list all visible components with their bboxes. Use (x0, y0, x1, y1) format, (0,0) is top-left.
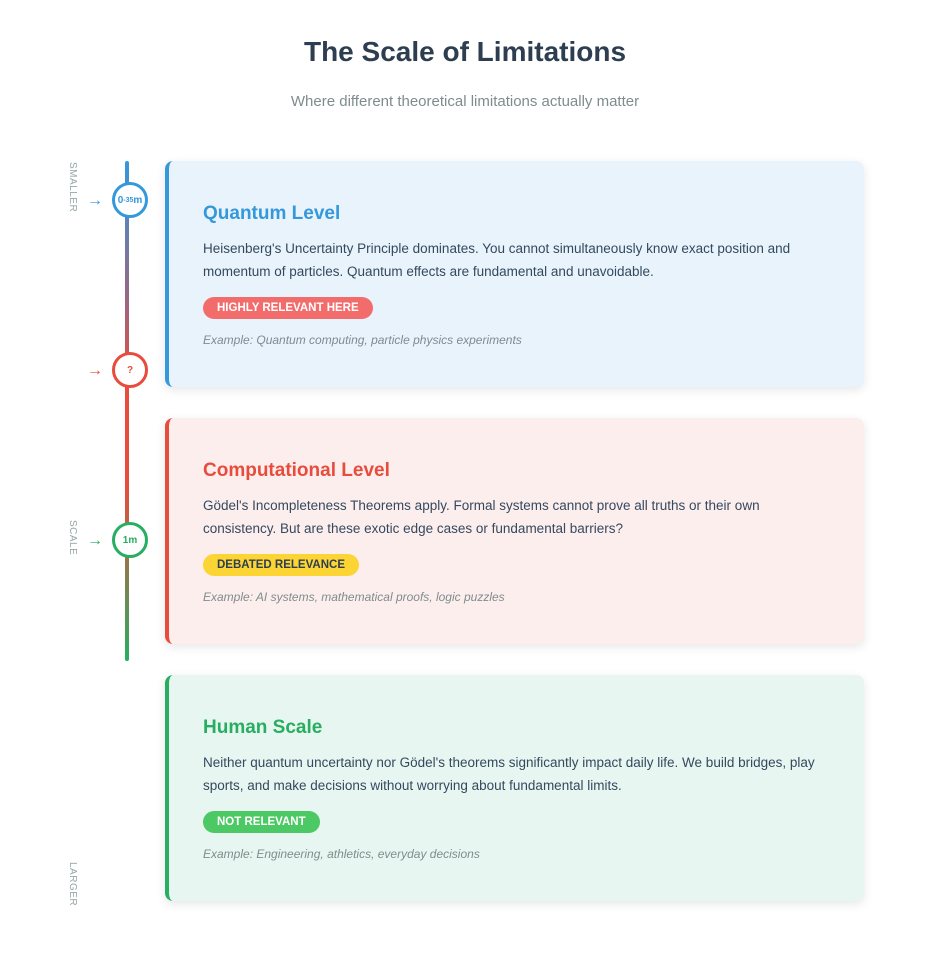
card-example: Example: Engineering, athletics, everyday decisions (203, 847, 480, 861)
marker-arrow-computational: → (87, 362, 103, 379)
card-title: Human Scale (203, 717, 323, 738)
axis-label-smaller: SMALLER (67, 162, 78, 213)
card-example: Example: AI systems, mathematical proofs, logic puzzles (203, 590, 505, 604)
marker-arrow-human: → (87, 532, 103, 549)
marker-human-label: 1m (122, 534, 138, 546)
marker-quantum-base: 0 (117, 194, 124, 206)
marker-quantum-exponent: -35 (123, 196, 134, 204)
marker-quantum (112, 182, 148, 218)
card-title: Quantum Level (203, 203, 341, 224)
card-title: Computational Level (203, 460, 390, 481)
relevance-badge: HIGHLY RELEVANT HERE (203, 297, 373, 319)
card-human-scale (165, 675, 864, 901)
relevance-badge: DEBATED RELEVANCE (203, 554, 359, 576)
page-title: The Scale of Limitations (303, 36, 627, 67)
marker-quantum-unit: m (133, 194, 143, 206)
marker-arrow-quantum: → (87, 192, 103, 209)
axis-label-scale: SCALE (67, 520, 78, 556)
card-description: Neither quantum uncertainty nor Gödel's theorems significantly impact daily life. We build bridges, play sports, and make decisions without worrying about fundamental limits. (203, 755, 815, 793)
marker-human (112, 522, 148, 558)
marker-computational-label: ? (126, 364, 134, 376)
axis-label-larger: LARGER (67, 862, 78, 907)
scale-line (125, 161, 129, 661)
marker-computational (112, 352, 148, 388)
card-computational-level (165, 418, 864, 644)
card-description: Heisenberg's Uncertainty Principle dominates. You cannot simultaneously know exact position and momentum of particles. Quantum effects are fundamental and unavoidable. (203, 241, 791, 279)
card-description: Gödel's Incompleteness Theorems apply. Formal systems cannot prove all truths or their own consistency. But are these exotic edge cases or fundamental barriers? (203, 498, 760, 536)
page-subtitle: Where different theoretical limitations actually matter (290, 93, 640, 110)
card-example: Example: Quantum computing, particle physics experiments (203, 333, 522, 347)
relevance-badge: NOT RELEVANT (203, 811, 320, 833)
card-quantum-level (165, 161, 864, 387)
